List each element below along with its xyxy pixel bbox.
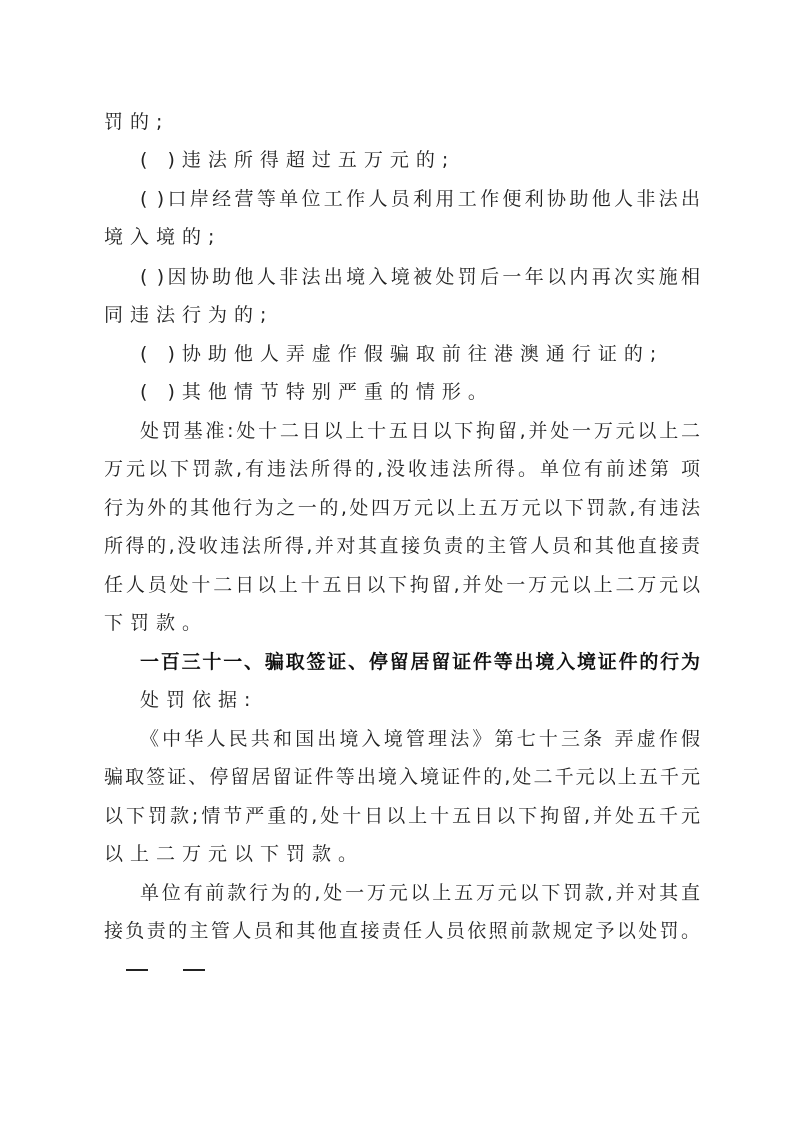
text-line: 骗取签证、停留居留证件等出境入境证件的,处二千元以上五千元 xyxy=(104,766,700,788)
list-item: ( )口岸经营等单位工作人员利用工作便利协助他人非法出 xyxy=(140,188,700,210)
text-line: 罚的; xyxy=(104,111,170,133)
text-line: 万元以下罚款,有违法所得的,没收违法所得。单位有前述第 项 xyxy=(104,458,700,480)
text-line: 同违法行为的; xyxy=(104,304,274,326)
text-line: 以上二万元以下罚款。 xyxy=(104,843,365,865)
text-line: 所得的,没收违法所得,并对其直接负责的主管人员和其他直接责 xyxy=(104,535,700,557)
page-number-dash-left xyxy=(126,969,148,971)
text-line: 接负责的主管人员和其他直接责任人员依照前款规定予以处罚。 xyxy=(104,920,700,942)
penalty-basis-label: 处罚依据: xyxy=(140,689,258,711)
text-line: 行为外的其他行为之一的,处四万元以上五万元以下罚款,有违法 xyxy=(104,497,700,519)
section-heading: 一百三十一、骗取签证、停留居留证件等出境入境证件的行为 xyxy=(140,651,700,673)
text-line: 单位有前款行为的,处一万元以上五万元以下罚款,并对其直 xyxy=(140,882,700,904)
list-item: ( )其他情节特别严重的情形。 xyxy=(140,381,494,403)
text-line: 境入境的; xyxy=(104,226,222,248)
text-line: 下罚款。 xyxy=(104,612,209,634)
list-item: ( )因协助他人非法出境入境被处罚后一年以内再次实施相 xyxy=(140,266,700,288)
text-line: 《中华人民共和国出境入境管理法》第七十三条 弄虚作假 xyxy=(140,728,700,750)
penalty-standard: 处罚基准:处十二日以上十五日以下拘留,并处一万元以上二 xyxy=(140,420,700,442)
text-line: 以下罚款;情节严重的,处十日以上十五日以下拘留,并处五千元 xyxy=(104,805,700,827)
text-line: 任人员处十二日以上十五日以下拘留,并处一万元以上二万元以 xyxy=(104,574,700,596)
list-item: ( )违法所得超过五万元的; xyxy=(140,149,456,171)
page-number-dash-right xyxy=(183,969,205,971)
list-item: ( )协助他人弄虚作假骗取前往港澳通行证的; xyxy=(140,343,664,365)
